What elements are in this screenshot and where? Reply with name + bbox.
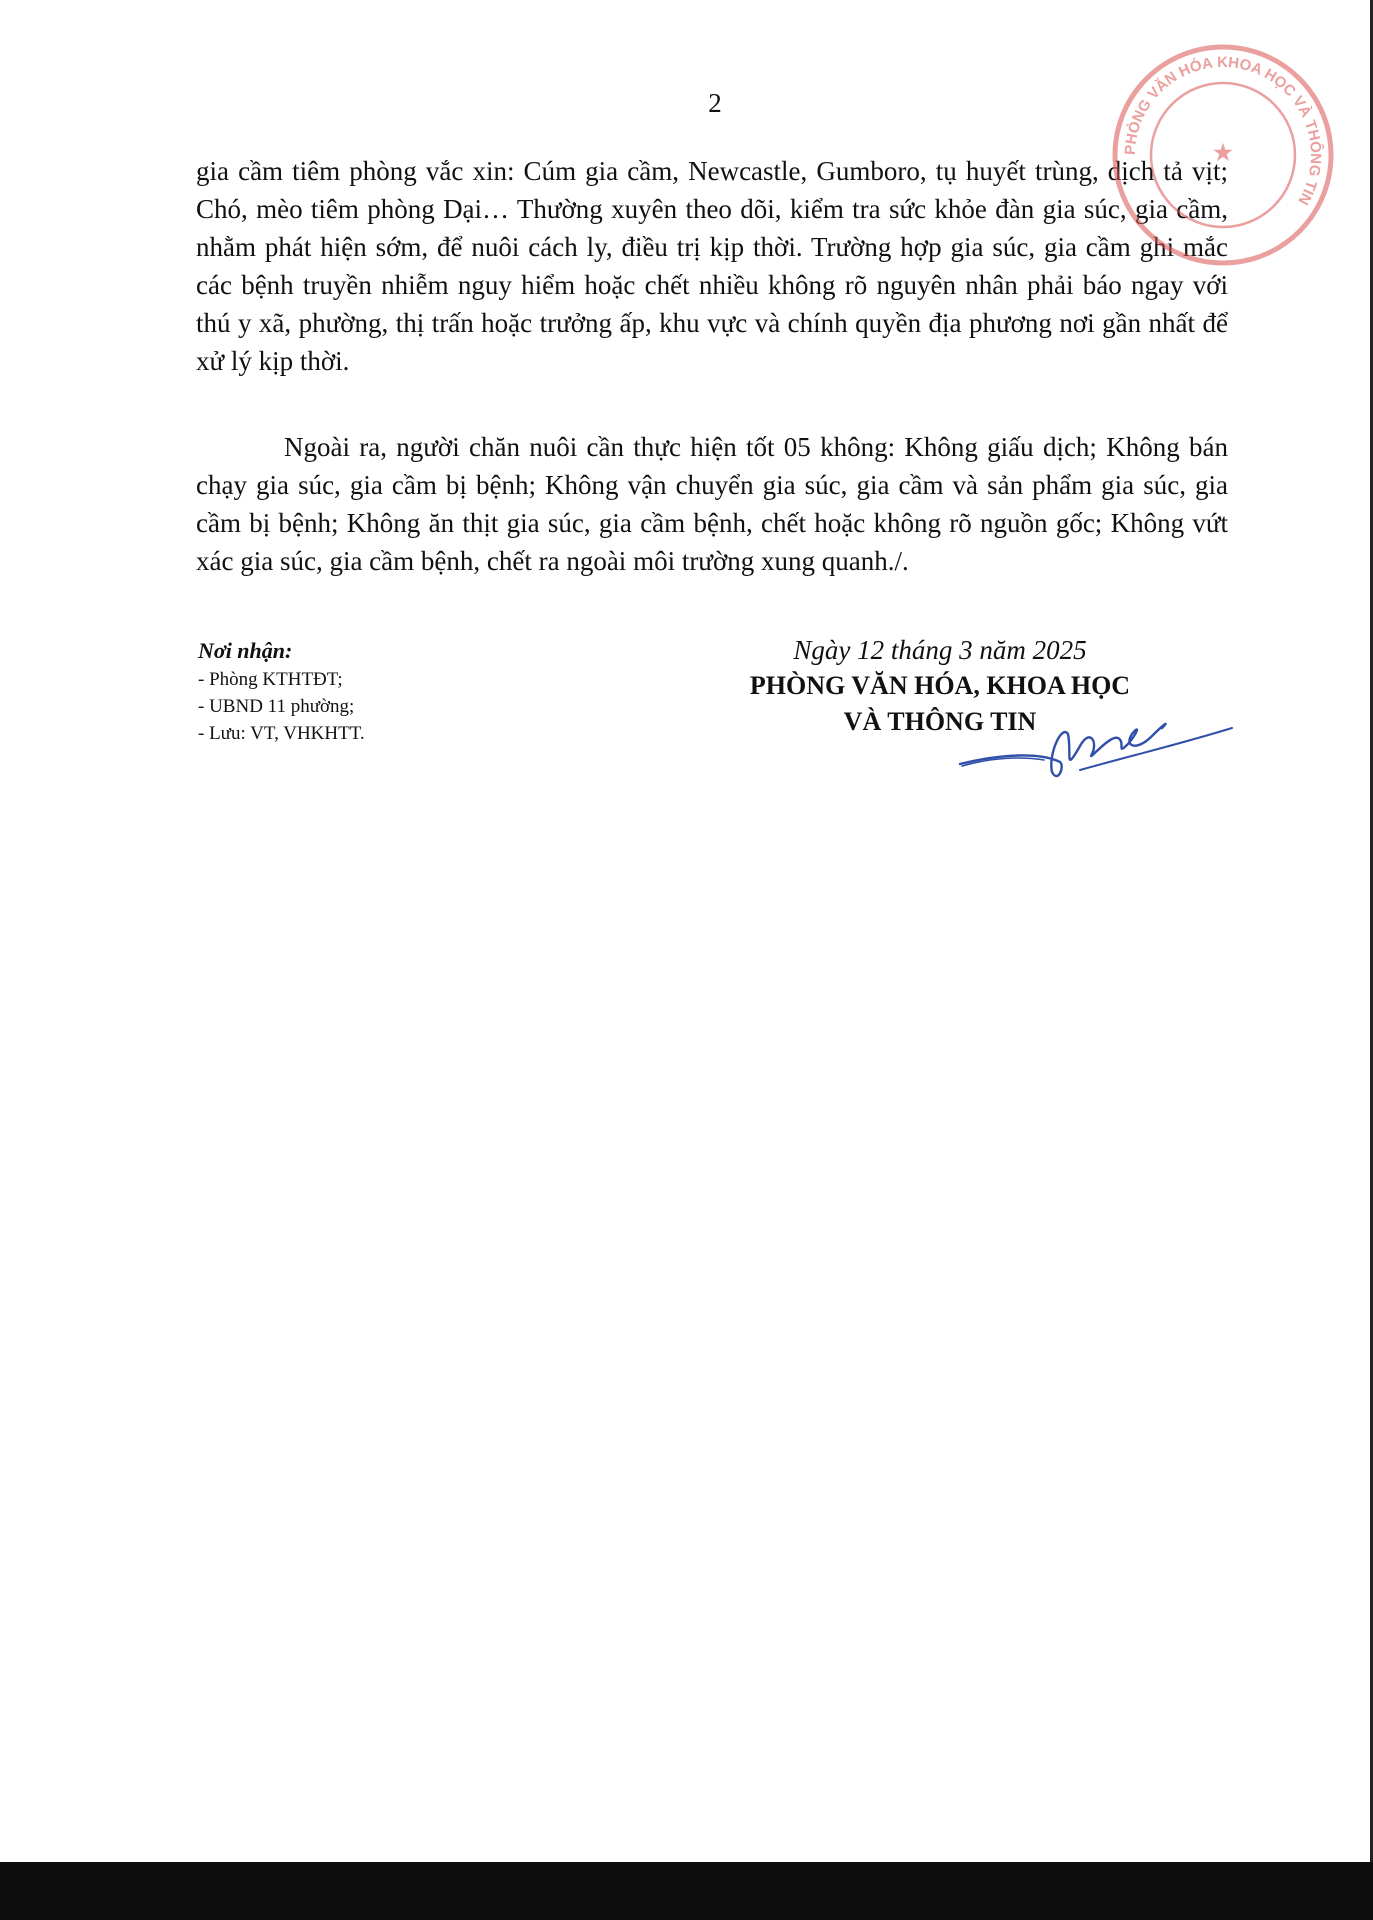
- body-paragraph-2: Ngoài ra, người chăn nuôi cần thực hiện tốt 05 không: Không giấu dịch; Không bán chạy gia súc, gia cầm bị bệnh; Không vận chuyển gia súc, gia cầm và sản phẩm gia súc, gia cầm bị bệnh; Không ăn thịt gia súc, gia cầm bệnh, chết hoặc không rõ nguồn gốc; Không vứt xác gia súc, gia cầm bệnh, chết ra ngoài môi trường xung quanh./.: [196, 432, 1228, 576]
- sign-date: Ngày 12 tháng 3 năm 2025: [793, 635, 1087, 665]
- recipients-block: [198, 636, 365, 747]
- recipient-item: - UBND 11 phường;: [198, 696, 355, 717]
- handwritten-signature: [940, 694, 1240, 794]
- page-number: 2: [708, 88, 722, 118]
- red-seal-stamp: [1108, 40, 1338, 270]
- sign-org-line-1: PHÒNG VĂN HÓA, KHOA HỌC: [749, 671, 1131, 700]
- recipients-title: Nơi nhận:: [198, 638, 293, 663]
- svg-text:★: ★: [1213, 140, 1233, 165]
- scan-bottom-border: [0, 1862, 1373, 1920]
- body-paragraph-1: gia cầm tiêm phòng vắc xin: Cúm gia cầm, Newcastle, Gumboro, tụ huyết trùng, dịch tả vịt; Chó, mèo tiêm phòng Dại… Thường xuyên theo dõi, kiểm tra sức khỏe đàn gia súc, gia cầm, nhằm phát hiện sớm, để nuôi cách ly, điều trị kịp thời. Trường hợp gia súc, gia cầm ghi mắc các bệnh truyền nhiễm nguy hiểm hoặc chết nhiều không rõ nguyên nhân phải báo ngay với thú y xã, phường, thị trấn hoặc trưởng ấp, khu vực và chính quyền địa phương nơi gần nhất để xử lý kịp thời.: [196, 156, 1228, 376]
- svg-text:PHÒNG VĂN HÓA KHOA HỌC VÀ THÔN: PHÒNG VĂN HÓA KHOA HỌC VÀ THÔNG TIN: [1121, 53, 1325, 208]
- recipient-item: - Lưu: VT, VHKHTT.: [198, 723, 365, 744]
- recipient-item: - Phòng KTHTĐT;: [198, 669, 343, 690]
- sign-org-line-2: VÀ THÔNG TIN: [843, 707, 1037, 736]
